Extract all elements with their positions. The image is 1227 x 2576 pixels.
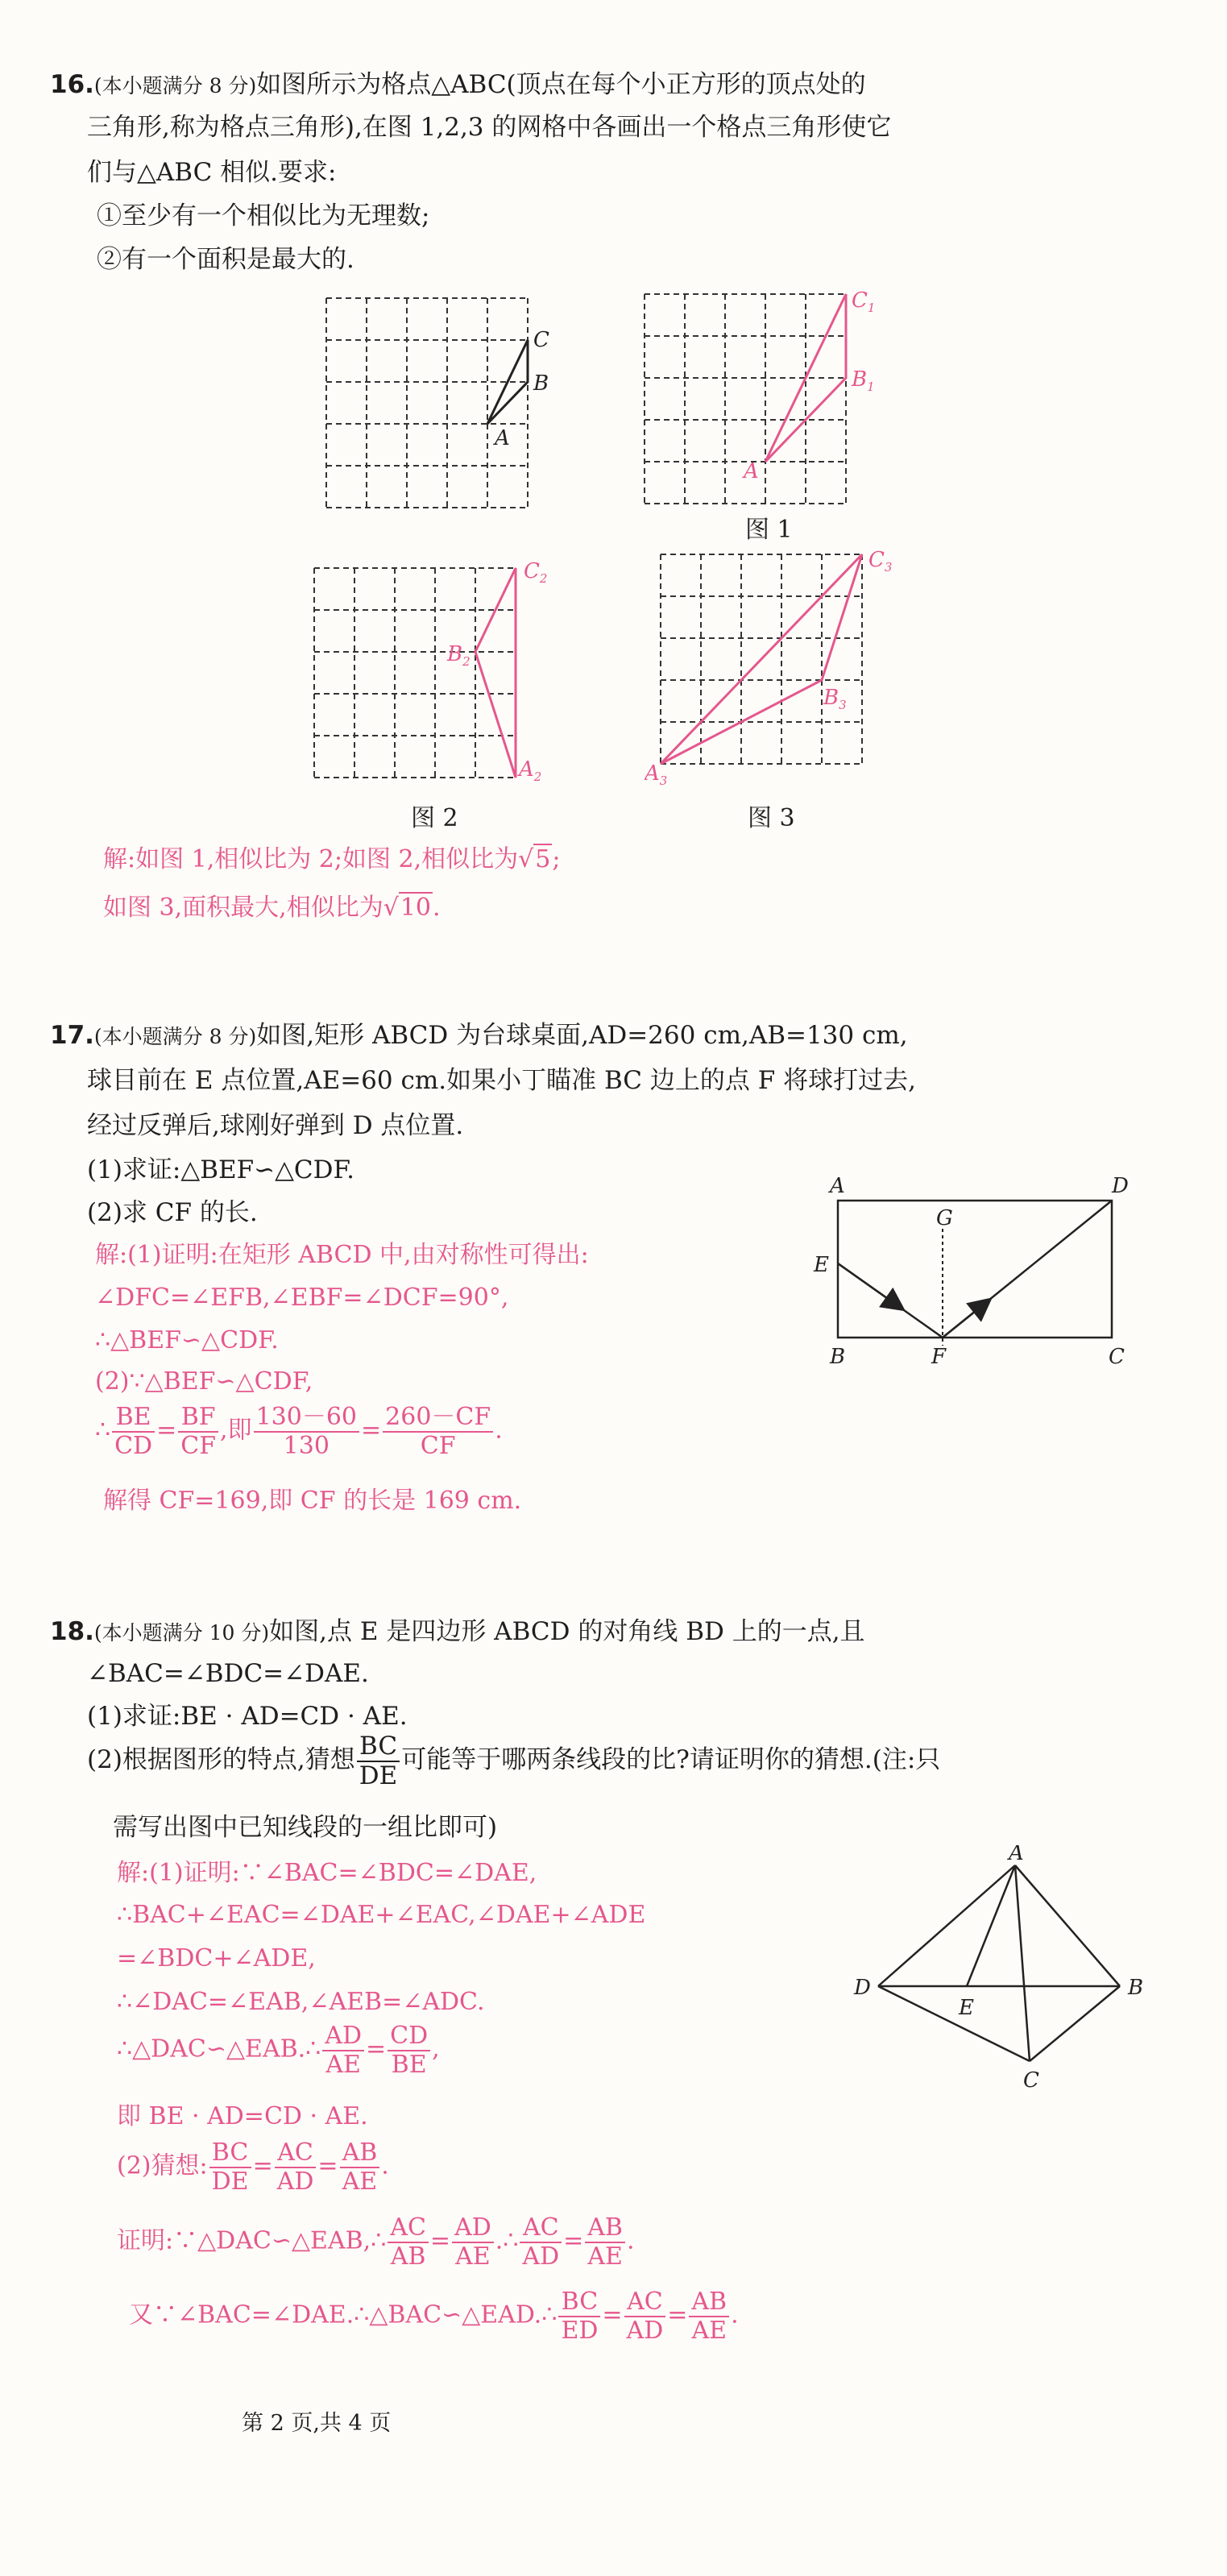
q18-solution-1: 解:(1)证明:∵∠BAC=∠BDC=∠DAE,: [117, 1859, 537, 1887]
q17-sub-1: (1)求证:△BEF∽△CDF.: [87, 1155, 355, 1184]
label-a3: $A_3$: [645, 761, 668, 788]
q16-solution-1: 解:如图 1,相似比为 2;如图 2,相似比为√5;: [103, 845, 561, 873]
q17-figure-billiard: [806, 1176, 1144, 1386]
label-c: C: [1023, 2068, 1039, 2093]
q18-score: (本小题满分 10 分): [93, 1621, 270, 1645]
q18-sub-2: (2)根据图形的特点,猜想 $\frac{BC}{DE}$ 可能等于哪两条线段的比?请证明你的猜想.(注:只: [87, 1732, 941, 1790]
q18-solution-2: ∴BAC+∠EAC=∠DAE+∠EAC,∠DAE+∠ADE: [117, 1901, 646, 1929]
q17-solution-6: 解得 CF=169,即 CF 的长是 169 cm.: [103, 1487, 522, 1515]
q17-solution-5: ∴ $\frac{BE}{CD}$ = $\frac{BF}{CF}$ ,即 $\frac{130-60}{130}$ = $\frac{260-CF}{CF}$ .: [95, 1403, 503, 1460]
q17-solution-3: ∴△BEF∽△CDF.: [95, 1326, 279, 1354]
label-d: D: [1112, 1176, 1129, 1198]
q17-line1: [50, 1023, 908, 1048]
q18-solution-3: =∠BDC+∠ADE,: [117, 1944, 316, 1972]
label-f: F: [931, 1345, 947, 1369]
q17-solution-1: 解:(1)证明:在矩形 ABCD 中,由对称性可得出:: [95, 1241, 589, 1269]
label-c: C: [1109, 1345, 1125, 1369]
q18-line1: [50, 1617, 865, 1646]
radical-5: 5: [535, 845, 551, 873]
q18-figure-quadrilateral: [846, 1845, 1168, 2111]
q18-stem-2: ∠BAC=∠BDC=∠DAE.: [87, 1659, 369, 1688]
label-b2: $B_2$: [447, 642, 470, 669]
figure-2-caption: 图 2: [411, 804, 458, 832]
label-a1: A: [744, 459, 759, 483]
q16-requirement-2: ②有一个面积是最大的.: [97, 245, 354, 274]
label-a2: $A_2$: [519, 757, 542, 784]
label-a: A: [495, 426, 510, 450]
q16-line1: [50, 70, 866, 99]
q18-solution-4: ∴∠DAC=∠EAB,∠AEB=∠ADC.: [117, 1988, 485, 2016]
q16-grid-fig2: [306, 560, 580, 786]
radical-10: 10: [400, 894, 432, 922]
q16-stem-2: 三角形,称为格点三角形),在图 1,2,3 的网格中各画出一个格点三角形使它: [87, 113, 892, 142]
q18-solution-6: 即 BE · AD=CD · AE.: [117, 2102, 368, 2130]
q18-solution-9: 又∵∠BAC=∠DAE.∴△BAC∽△EAD.∴ $\frac{BC}{ED}$ = $\frac{AC}{AD}$ = $\frac{AB}{AE}$ .: [129, 2288, 739, 2345]
q17-stem-2: 球目前在 E 点位置,AE=60 cm.如果小丁瞄准 BC 边上的点 F 将球打过去,: [87, 1066, 916, 1095]
q17-score: (本小题满分 8 分): [93, 1025, 257, 1048]
label-c3: $C_3$: [868, 548, 893, 575]
figure-1-caption: 图 1: [745, 516, 793, 544]
q17-sub-2: (2)求 CF 的长.: [87, 1198, 258, 1227]
q18-number: 18.: [50, 1617, 94, 1646]
label-a: A: [830, 1176, 845, 1198]
q16-grid-fig3: [645, 546, 910, 792]
q16-solution-2: 如图 3,面积最大,相似比为√10.: [103, 894, 441, 922]
label-c1: $C_1$: [852, 288, 876, 315]
q17-solution-2: ∠DFC=∠EFB,∠EBF=∠DCF=90°,: [95, 1284, 509, 1312]
triangle-a3b3c3: [661, 554, 862, 764]
q16-stem-3: 们与△ABC 相似.要求:: [87, 158, 337, 187]
table-rect: [838, 1201, 1112, 1338]
q18-stem-1: 如图,点 E 是四边形 ABCD 的对角线 BD 上的一点,且: [269, 1617, 865, 1646]
q18-solution-7: (2)猜想: $\frac{BC}{DE}$ = $\frac{AC}{AD}$ = $\frac{AB}{AE}$ .: [117, 2138, 389, 2196]
q16-number: 16.: [50, 70, 94, 99]
q16-requirement-1: ①至少有一个相似比为无理数;: [97, 201, 430, 230]
label-d: D: [854, 1976, 871, 2000]
q16-grid-original: [314, 290, 556, 512]
q18-sub-1: (1)求证:BE · AD=CD · AE.: [87, 1702, 408, 1731]
q16-grid-fig1: [632, 286, 890, 512]
q16-stem-1: 如图所示为格点△ABC(顶点在每个小正方形的顶点处的: [256, 70, 866, 99]
label-c2: $C_2$: [524, 560, 548, 586]
q17-number: 17.: [50, 1021, 94, 1050]
q18-sub-2-note: 需写出图中已知线段的一组比即可): [113, 1813, 498, 1842]
label-a: A: [1009, 1845, 1024, 1865]
label-e: E: [814, 1253, 829, 1277]
label-b: B: [1128, 1976, 1144, 2000]
page-footer: 第 2 页,共 4 页: [242, 2411, 392, 2436]
label-b: B: [533, 371, 549, 396]
label-c: C: [533, 328, 549, 352]
label-b3: $B_3$: [823, 686, 847, 712]
q16-score: (本小题满分 8 分): [93, 74, 257, 97]
label-b1: $B_1$: [852, 367, 875, 394]
label-b: B: [830, 1345, 846, 1369]
q17-solution-4: (2)∵△BEF∽△CDF,: [95, 1367, 313, 1396]
q18-solution-5: ∴△DAC∽△EAB.∴ $\frac{AD}{AE}$ = $\frac{CD}{BE}$ ,: [117, 2022, 440, 2079]
figure-3-caption: 图 3: [748, 804, 795, 832]
label-g: G: [936, 1206, 953, 1230]
triangle-a2b2c2: [475, 568, 516, 778]
label-e: E: [959, 1996, 974, 2020]
q17-stem-1: 如图,矩形 ABCD 为台球桌面,AD=260 cm,AB=130 cm,: [256, 1021, 908, 1050]
q17-stem-3: 经过反弹后,球刚好弹到 D 点位置.: [87, 1111, 464, 1140]
q18-solution-8: 证明:∵△DAC∽△EAB,∴ $\frac{AC}{AB}$ = $\frac{AD}{AE}$ .∴ $\frac{AC}{AD}$ = $\frac{AB}{AE}$ .: [117, 2213, 635, 2271]
